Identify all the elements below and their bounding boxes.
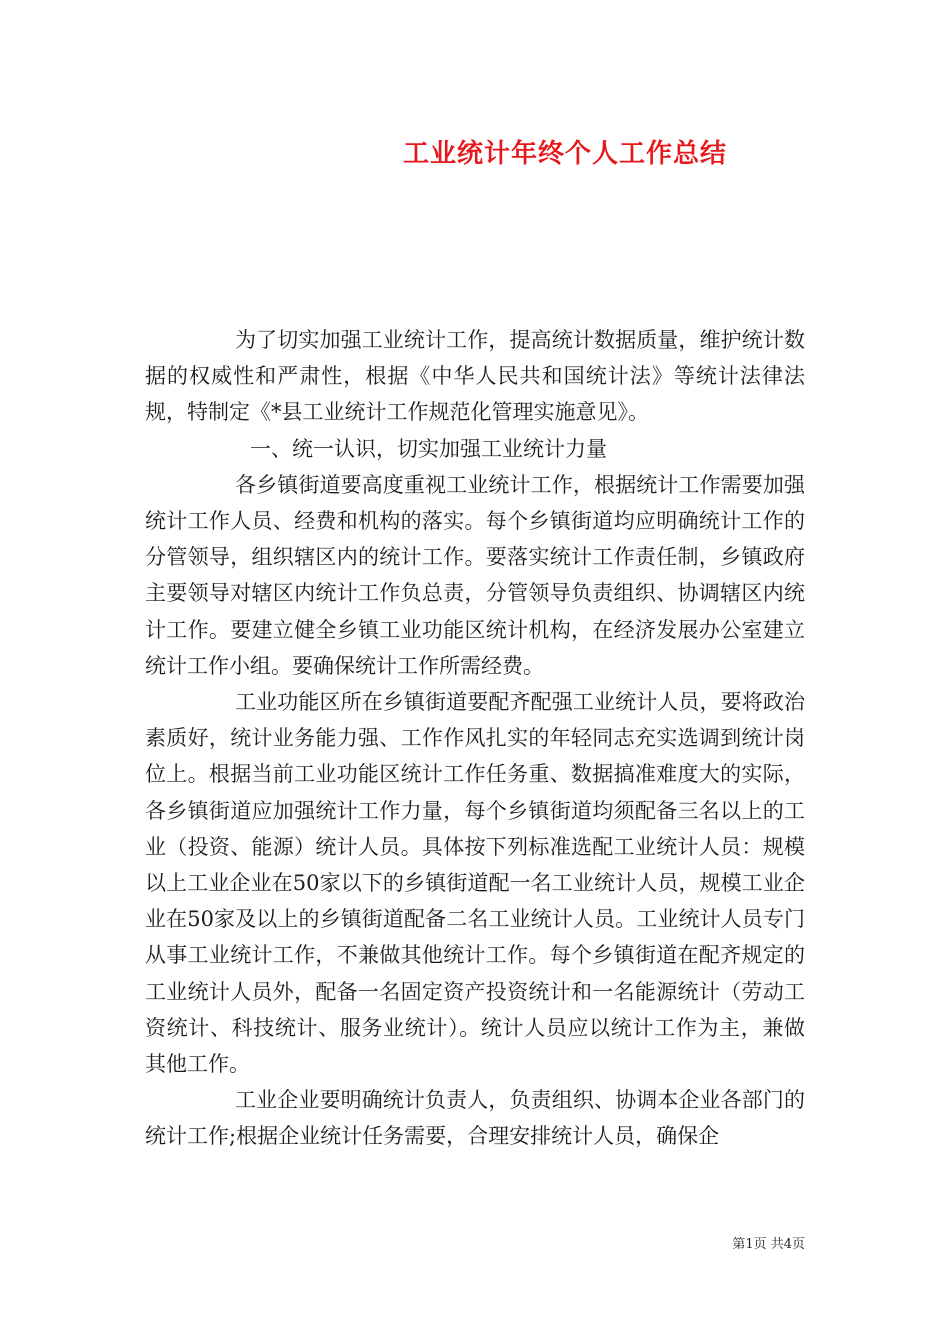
paragraph-enterprise: 工业企业要明确统计负责人，负责组织、协调本企业各部门的统计工作;根据企业统计任务需要，合理安排统计人员，确保企 xyxy=(145,1088,805,1149)
section-heading: 一、统一认识，切实加强工业统计力量 xyxy=(250,436,607,461)
document-title: 工业统计年终个人工作总结 xyxy=(402,139,727,169)
document-body xyxy=(145,322,805,1155)
paragraph-staffing: 工业功能区所在乡镇街道要配齐配强工业统计人员，要将政治素质好，统计业务能力强、工作作风扎实的年轻同志充实选调到统计岗位上。根据当前工业功能区统计工作任务重、数据搞准难度大的实际，各乡镇街道应加强统计工作力量，每个乡镇街道均须配备三名以上的工业（投资、能源）统计人员。具体按下列标准选配工业统计人员：规模以上工业企业在50家以下的乡镇街道配一名工业统计人员，规模工业企业在50家及以上的乡镇街道配备二名工业统计人员。工业统计人员专门从事工业统计工作，不兼做其他统计工作。每个乡镇街道在配齐规定的工业统计人员外，配备一名固定资产投资统计和一名能源统计（劳动工资统计、科技统计、服务业统计）。统计人员应以统计工作为主，兼做其他工作。 xyxy=(145,690,805,1077)
paragraph-intro: 为了切实加强工业统计工作，提高统计数据质量，维护统计数据的权威性和严肃性，根据《中华人民共和国统计法》等统计法律法规，特制定《*县工业统计工作规范化管理实施意见》。 xyxy=(145,328,805,425)
page-number: 第1页 共4页 xyxy=(732,1237,805,1252)
paragraph-leadership: 各乡镇街道要高度重视工业统计工作，根据统计工作需要加强统计工作人员、经费和机构的落实。每个乡镇街道均应明确统计工作的分管领导，组织辖区内的统计工作。要落实统计工作责任制，乡镇政府主要领导对辖区内统计工作负总责，分管领导负责组织、协调辖区内统计工作。要建立健全乡镇工业功能区统计机构，在经济发展办公室建立统计工作小组。要确保统计工作所需经费。 xyxy=(145,472,805,678)
